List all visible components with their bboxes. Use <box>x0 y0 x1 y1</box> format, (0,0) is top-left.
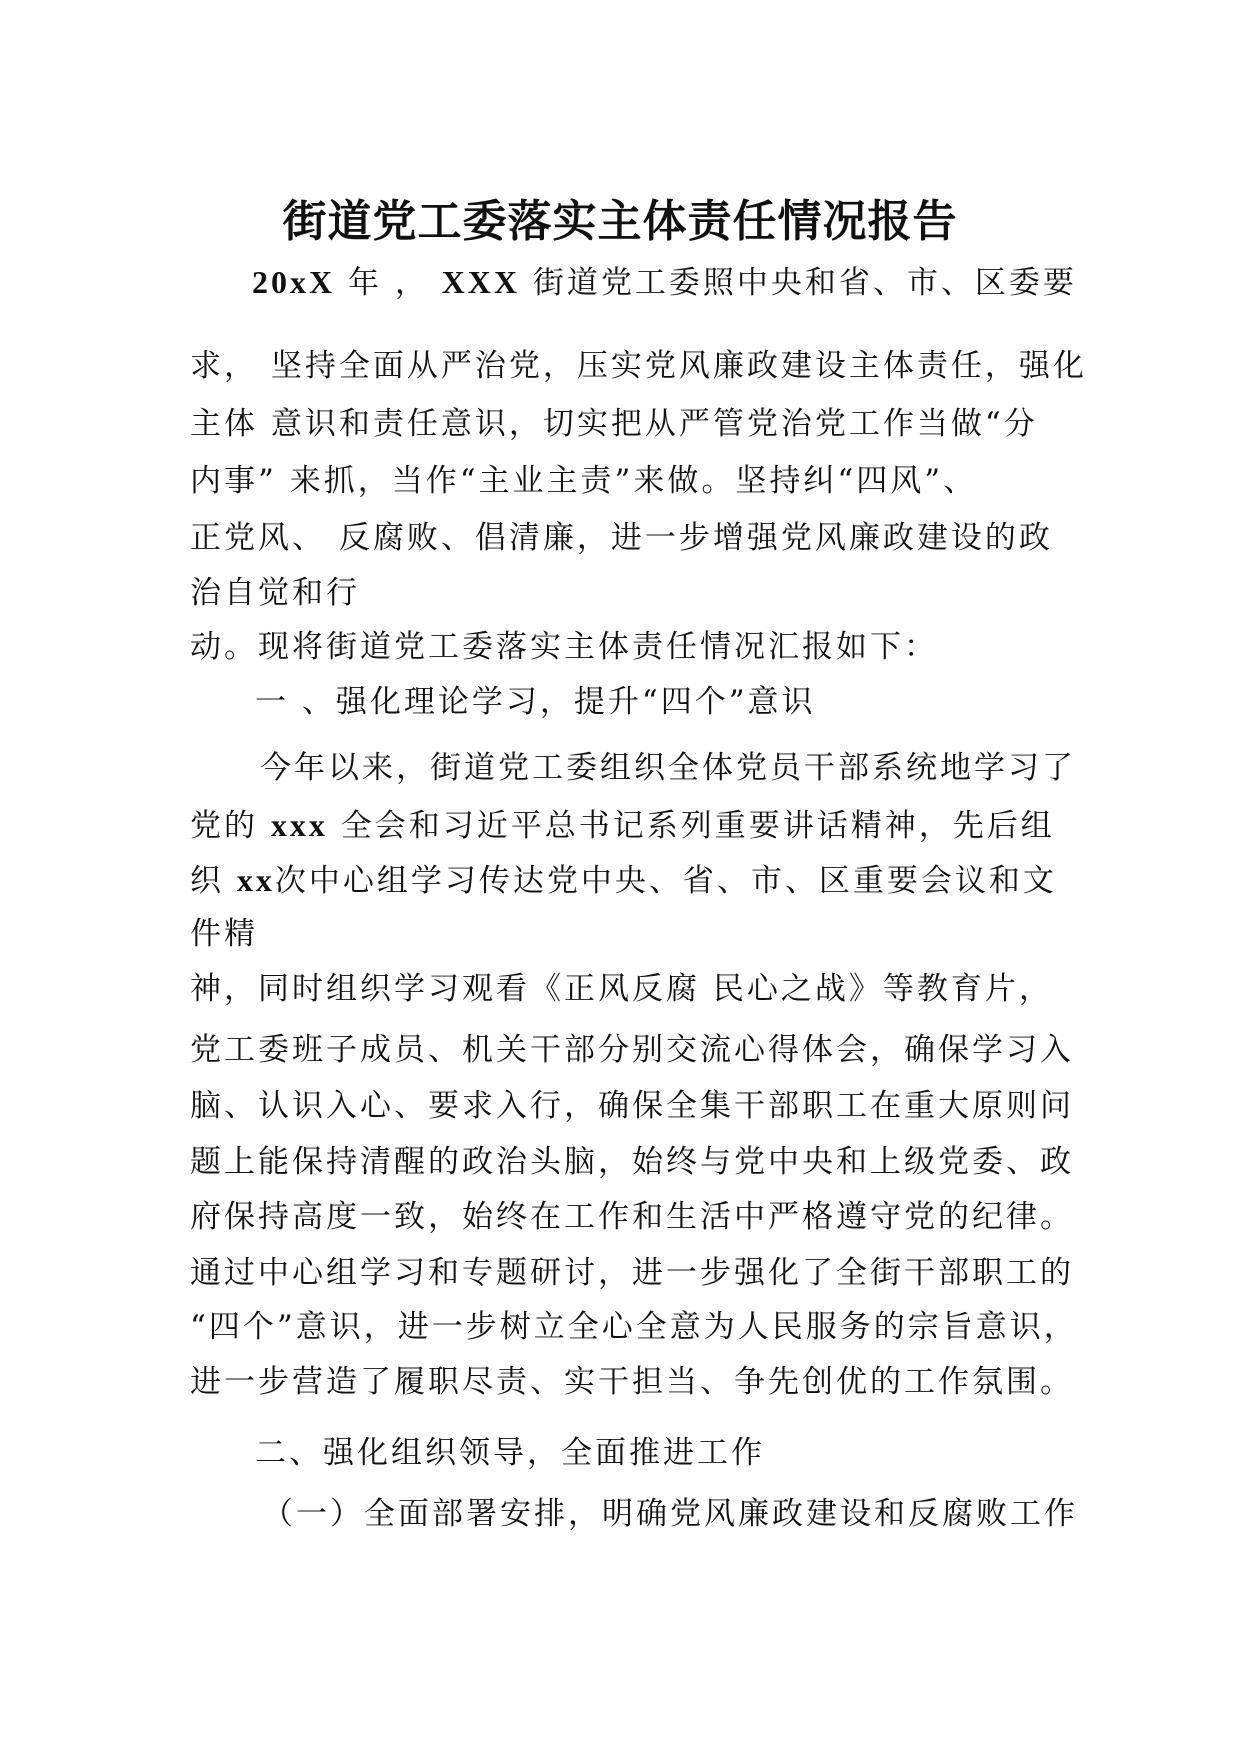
paragraph-line: 内事” 来抓，当作“主业主责”来做。坚持纠“四风”、 <box>190 463 978 499</box>
session-placeholder: xxx <box>270 807 328 843</box>
paragraph-line: 正党风、 反腐败、倡清廉，进一步增强党风廉政建设的政 <box>190 520 1053 556</box>
text-fragment: 年 ， <box>347 265 429 301</box>
paragraph-line: 通过中心组学习和专题研讨，进一步强化了全街干部职工的 <box>190 1255 1074 1291</box>
paragraph-line <box>190 805 1055 846</box>
paragraph-line: 件精 <box>190 916 258 952</box>
paragraph-line: 进一步营造了履职尽责、实干担当、争先创优的工作氛围。 <box>190 1364 1074 1400</box>
text-fragment: 街道党工委照中央和省、市、区委要 <box>532 265 1077 301</box>
paragraph-line: 党工委班子成员、机关干部分别交流心得体会，确保学习入 <box>190 1032 1074 1068</box>
paragraph-line: 治自觉和行 <box>190 575 360 611</box>
paragraph-line: 府保持高度一致，始终在工作和生活中严格遵守党的纪律。 <box>190 1199 1074 1235</box>
text-fragment: 全会和习近平总书记系列重要讲话精神，先后组 <box>340 808 1055 844</box>
paragraph-line: 神，同时组织学习观看《正风反腐 民心之战》等教育片， <box>190 971 1053 1007</box>
text-fragment: 次中心组学习传达党中央、省、市、区重要会议和文 <box>274 863 1057 899</box>
year-text: 20xX <box>252 264 336 300</box>
paragraph-line: 脑、认识入心、要求入行，确保全集干部职工在重大原则问 <box>190 1088 1074 1124</box>
paragraph-line: 主体 意识和责任意识，切实把从严管党治党工作当做“分 <box>190 406 1038 442</box>
paragraph-line <box>190 860 1057 901</box>
section-heading-2: 二、强化组织领导，全面推进工作 <box>255 1435 765 1471</box>
paragraph-line <box>252 262 1077 303</box>
paragraph-line: “四个”意识，进一步树立全心全意为人民服务的宗旨意识， <box>190 1309 1078 1345</box>
paragraph-line: 求， 坚持全面从严治党，压实党风廉政建设主体责任，强化 <box>190 348 1087 384</box>
name-placeholder: XXX <box>441 264 521 300</box>
text-fragment: 党的 <box>190 808 258 844</box>
section-heading-1: 一 、强化理论学习，提升“四个”意识 <box>255 684 816 720</box>
text-fragment: 织 <box>190 863 224 899</box>
paragraph-line: 题上能保持清醒的政治头脑，始终与党中央和上级党委、政 <box>190 1144 1074 1180</box>
count-placeholder: xx <box>236 862 275 898</box>
document-title: 街道党工委落实主体责任情况报告 <box>282 196 958 247</box>
paragraph-line: 动。现将街道党工委落实主体责任情况汇报如下： <box>190 629 938 665</box>
sub-section-heading: （一）全面部署安排，明确党风廉政建设和反腐败工作 <box>262 1496 1078 1532</box>
paragraph-line: 今年以来，街道党工委组织全体党员干部系统地学习了 <box>260 750 1076 786</box>
